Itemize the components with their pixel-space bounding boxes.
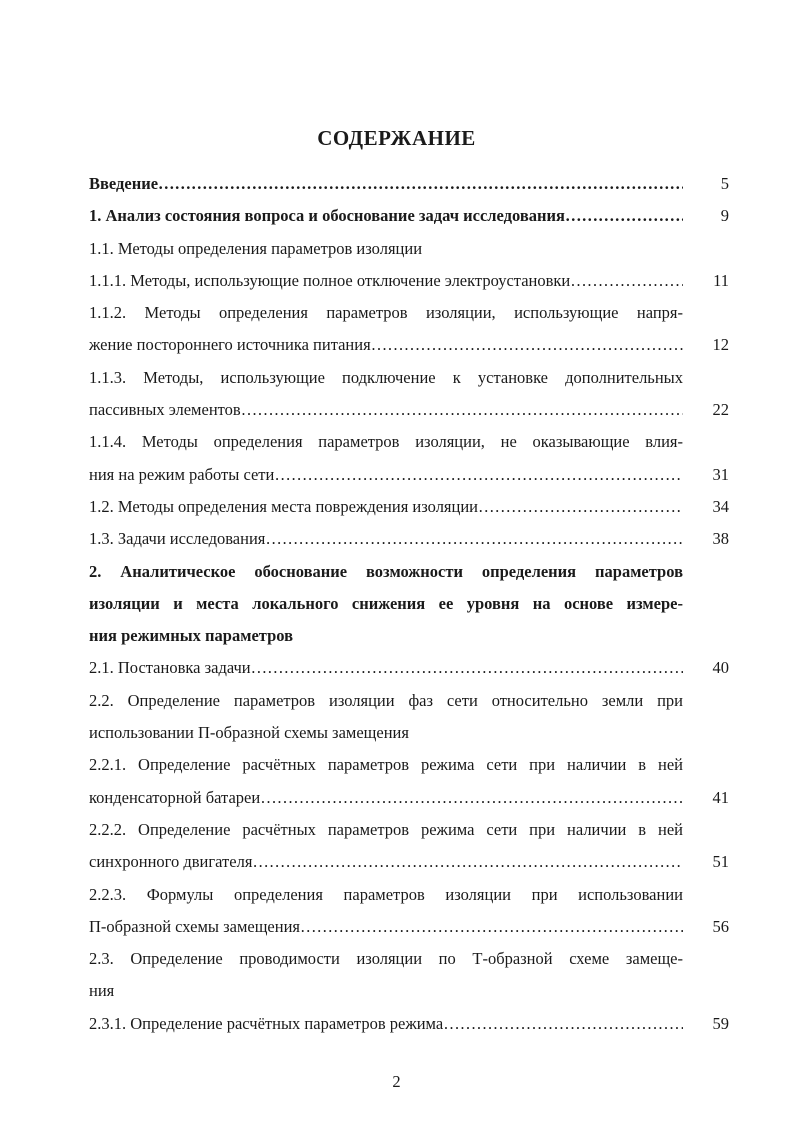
table-of-contents [89,168,729,1040]
toc-page-number: 41 [712,787,729,807]
toc-entry-text: Введение [89,174,159,193]
dot-leader [252,846,683,878]
toc-line [89,265,729,297]
toc-line [89,846,729,878]
toc-line [89,459,729,491]
dot-leader [241,394,683,426]
toc-entry [89,1008,729,1040]
dot-leader [265,523,683,555]
toc-line [89,749,729,781]
toc-page-number: 51 [712,852,729,872]
toc-entry-text: 2.3.1. Определение расчётных параметров режима [89,1013,444,1033]
toc-page-number: 31 [712,464,729,484]
toc-entry [89,491,729,523]
toc-entry-text: 1.1.4. Методы определения параметров изоляции, не оказывающие влия- [89,432,683,452]
toc-entry [89,523,729,555]
toc-line [89,879,729,911]
toc-line [89,652,729,684]
dot-leader [565,200,683,232]
toc-line [89,523,729,555]
toc-line [89,588,729,620]
toc-line [89,362,729,394]
toc-entry [89,233,729,265]
toc-page-number: 56 [712,916,729,936]
toc-page-number: 5 [720,174,729,193]
toc-line [89,426,729,458]
toc-entry-text: 2.1. Постановка задачи [89,658,251,678]
toc-entry [89,168,729,200]
toc-line [89,200,729,232]
page-number: 2 [392,1072,401,1091]
toc-entry-text: 1.1. Методы определения параметров изоляции [89,238,423,258]
toc-entry [89,426,729,491]
toc-entry-text: конденсаторной батареи [89,787,261,807]
toc-entry-text: 2.2. Определение параметров изоляции фаз сети относительно земли при [89,690,683,710]
toc-page-number: 12 [712,335,729,355]
toc-entry-text: 1.1.2. Методы определения параметров изоляции, использующие напря- [89,303,683,323]
toc-entry-text: 2.2.3. Формулы определения параметров изоляции при использовании [89,884,683,904]
toc-line [89,556,729,588]
toc-entry-text: 2.3. Определение проводимости изоляции по Т-образной схеме замеще- [89,949,683,969]
toc-entry-text: ния [89,981,115,1001]
toc-line [89,911,729,943]
toc-line [89,717,729,749]
toc-page-number: 34 [712,496,729,516]
toc-entry-text: синхронного двигателя [89,852,253,872]
toc-entry [89,652,729,684]
toc-entry [89,943,729,1008]
dot-leader [443,1008,683,1040]
toc-line [89,168,729,200]
toc-entry-text: 1.3. Задачи исследования [89,529,266,549]
toc-line [89,394,729,426]
toc-page-number: 22 [712,400,729,420]
toc-entry-text: жение постороннего источника питания [89,335,371,355]
toc-line [89,297,729,329]
toc-entry-text: ния на режим работы сети [89,464,275,484]
toc-line [89,1008,729,1040]
dot-leader [274,459,683,491]
toc-line [89,782,729,814]
toc-entry [89,362,729,427]
toc-entry [89,879,729,944]
toc-entry-text: 1.1.3. Методы, использующие подключение к установке дополнительных [89,367,683,387]
toc-line [89,814,729,846]
toc-entry [89,265,729,297]
toc-line [89,620,729,652]
dot-leader [260,782,683,814]
toc-entry-text: 1.1.1. Методы, использующие полное отключение электроустановки [89,270,571,290]
toc-page-number: 9 [720,206,729,226]
dot-leader [570,265,683,297]
dot-leader [478,491,683,523]
toc-entry-text: изоляции и места локального снижения ее уровня на основе измере- [89,593,683,613]
toc-entry-text: пассивных элементов [89,400,241,420]
toc-entry-text: 2. Аналитическое обоснование возможности определения параметров [89,561,683,581]
dot-leader [300,911,683,943]
toc-line [89,975,729,1007]
page-title: СОДЕРЖАНИЕ [317,126,476,150]
toc-line [89,685,729,717]
toc-entry-text: использовании П-образной схемы замещения [89,723,409,743]
toc-entry-text: 2.2.1. Определение расчётных параметров режима сети при наличии в ней [89,755,683,775]
toc-page-number: 40 [712,658,729,678]
toc-entry [89,556,729,653]
toc-entry-text: 1.2. Методы определения места повреждения изоляции [89,496,479,516]
dot-leader [251,652,683,684]
toc-entry [89,297,729,362]
toc-page-number: 59 [712,1013,729,1033]
toc-entry [89,200,729,232]
toc-page-number: 11 [713,270,729,290]
dot-leader [371,329,683,361]
toc-line [89,943,729,975]
toc-line [89,233,729,265]
toc-page-number: 38 [712,529,729,549]
toc-entry-text: 1. Анализ состояния вопроса и обоснование задач исследования [89,206,565,226]
dot-leader [158,168,683,200]
toc-entry [89,814,729,879]
toc-entry [89,749,729,814]
toc-entry-text: 2.2.2. Определение расчётных параметров режима сети при наличии в ней [89,819,683,839]
toc-entry-text: П-образной схемы замещения [89,916,300,936]
toc-entry [89,685,729,750]
toc-entry-text: ния режимных параметров [89,626,294,646]
toc-line [89,329,729,361]
toc-line [89,491,729,523]
